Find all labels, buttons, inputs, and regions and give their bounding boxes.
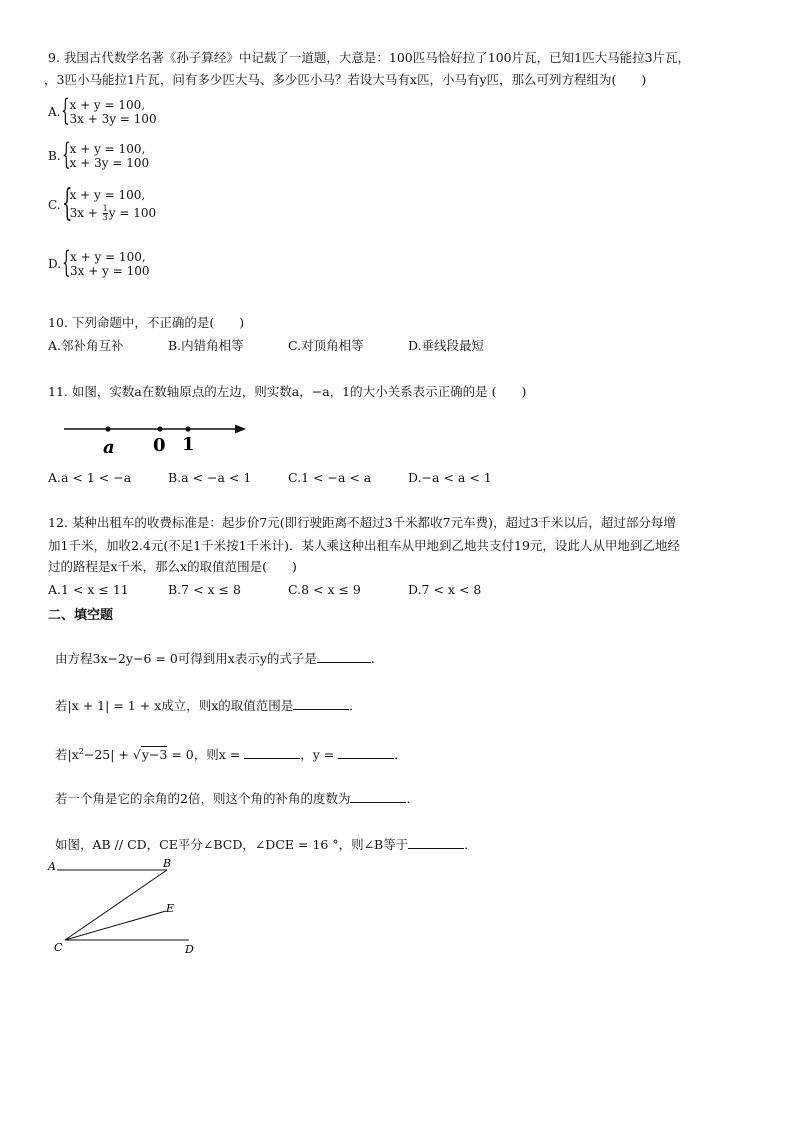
point-origin	[157, 426, 162, 431]
q11-option-b[interactable]: B.a < −a < 1	[168, 470, 252, 485]
fill-item-3	[55, 744, 407, 763]
fill-end: ．	[406, 791, 419, 806]
label-d: D	[185, 943, 194, 956]
line-ce	[65, 911, 166, 940]
q10-options	[48, 338, 528, 354]
q12-stem-line2: 加1千米，加收2.4元(不足1千米按1千米计)．某人乘这种出租车从甲地到乙地共支付19元，设此人从甲地到乙地经	[48, 538, 680, 553]
q11-option-c[interactable]: C.1 < −a < a	[288, 470, 372, 485]
q9-option-d[interactable]	[48, 244, 150, 280]
fraction	[103, 205, 108, 222]
number-line-figure	[60, 416, 255, 458]
q10-option-c[interactable]: C.对顶角相等	[288, 338, 364, 353]
fill-item-1	[55, 650, 375, 667]
q10-option-d[interactable]: D.垂线段最短	[408, 338, 485, 353]
equation	[70, 205, 157, 222]
answer-blank[interactable]	[350, 790, 406, 803]
equation-part: 3x +	[69, 206, 102, 220]
section-title: 二、填空题	[48, 608, 114, 623]
fill-end: ．	[464, 837, 477, 852]
equation: 3x + y = 100	[70, 264, 150, 278]
equation: x + 3y = 100	[69, 156, 150, 170]
answer-blank[interactable]	[293, 697, 349, 710]
q9-option-c[interactable]	[48, 182, 157, 224]
fill-item-5	[55, 836, 477, 853]
point-a	[105, 426, 110, 431]
label-a: A	[48, 860, 56, 873]
fill-text: = 0，则x =	[167, 747, 245, 763]
brace-icon: {	[61, 182, 72, 224]
q9-option-b[interactable]	[48, 136, 150, 172]
equation: 3x + 3y = 100	[69, 112, 157, 126]
q12-option-a[interactable]: A.1 < x ≤ 11	[48, 582, 129, 597]
fill-end: ．	[349, 698, 362, 713]
option-label: D.	[48, 257, 62, 271]
q10-stem: 10. 下列命题中，不正确的是( )	[48, 315, 245, 330]
fill-text: −25| +	[83, 747, 133, 763]
axis-label-0: 0	[153, 435, 166, 456]
exponent: 2	[78, 747, 84, 756]
fill-item-2	[55, 697, 362, 714]
fill-end: .	[370, 651, 375, 666]
label-c: C	[54, 941, 63, 954]
q9-stem-line2: ，3匹小马能拉1片瓦，问有多少匹大马、多少匹小马？若设大马有x匹，小马有y匹，那么可列方程组为( )	[44, 72, 647, 87]
arrow-head-icon	[235, 425, 246, 434]
fill-end: ．	[394, 747, 407, 763]
label-e: E	[166, 902, 175, 915]
answer-blank-y[interactable]	[338, 746, 394, 759]
fill-text: 若一个角是它的余角的2倍，则这个角的补角的度数为	[55, 791, 351, 806]
fraction-denominator: 3	[102, 213, 108, 222]
fraction-numerator: 1	[102, 204, 108, 213]
brace-icon: {	[62, 244, 71, 280]
sqrt-radicand: y−3	[141, 747, 168, 763]
q12-stem-line3: 过的路程是x千米，那么x的取值范围是( )	[48, 559, 297, 574]
option-label: B.	[48, 149, 61, 163]
q9-option-a[interactable]	[48, 92, 157, 128]
fill-text: 若|x + 1| = 1 + x成立，则x的取值范围是	[55, 698, 294, 713]
equation: x + y = 100,	[69, 142, 146, 156]
sqrt-icon: √	[132, 747, 141, 763]
q11-stem: 11. 如图，实数a在数轴原点的左边，则实数a，−a，1的大小关系表示正确的是 ( )	[48, 384, 527, 399]
equation: x + y = 100,	[70, 250, 146, 264]
q12-stem-line1: 12. 某种出租车的收费标准是：起步价7元(即行驶距离不超过3千米都收7元车费)，超过3千米以后，超过部分每增	[48, 515, 676, 530]
equation-part: y = 100	[108, 206, 157, 220]
point-one	[185, 426, 190, 431]
q12-option-d[interactable]: D.7 < x < 8	[408, 582, 482, 597]
answer-blank[interactable]	[408, 836, 464, 849]
fill-text: 由方程3x−2y−6 = 0可得到用x表示y的式子是	[55, 651, 317, 666]
fill-item-4	[55, 790, 419, 807]
label-b: B	[163, 857, 172, 870]
brace-icon: {	[61, 136, 71, 172]
q11-option-a[interactable]: A.a < 1 < −a	[48, 470, 132, 485]
equation: x + y = 100,	[69, 188, 146, 202]
q10-option-a[interactable]: A.邻补角互补	[48, 338, 124, 353]
q10-option-b[interactable]: B.内错角相等	[168, 338, 244, 353]
option-label: C.	[48, 198, 61, 212]
q11-option-d[interactable]: D.−a < a < 1	[408, 470, 492, 485]
line-cb	[65, 870, 167, 940]
answer-blank[interactable]	[317, 650, 371, 663]
parallel-lines-figure	[44, 852, 204, 960]
q12-option-b[interactable]: B.7 < x ≤ 8	[168, 582, 241, 597]
fill-text: 若|x	[55, 747, 79, 763]
q12-option-c[interactable]: C.8 < x ≤ 9	[288, 582, 361, 597]
equation: x + y = 100,	[69, 98, 146, 112]
q9-stem-line1: 9. 我国古代数学名著《孙子算经》中记载了一道题，大意是：100匹马恰好拉了100片瓦，已知1匹大马能拉3片瓦，	[48, 50, 691, 65]
answer-blank-x[interactable]	[244, 746, 300, 759]
q12-options	[48, 582, 528, 598]
axis-label-a: a	[103, 437, 115, 458]
option-label: A.	[48, 105, 61, 119]
brace-icon: {	[61, 92, 71, 128]
axis-label-1: 1	[182, 434, 195, 455]
fill-text: ，y =	[300, 747, 339, 763]
fill-text: 如图，AB // CD，CE平分∠BCD，∠DCE = 16 °，则∠B等于	[55, 837, 409, 852]
q11-options	[48, 470, 528, 486]
